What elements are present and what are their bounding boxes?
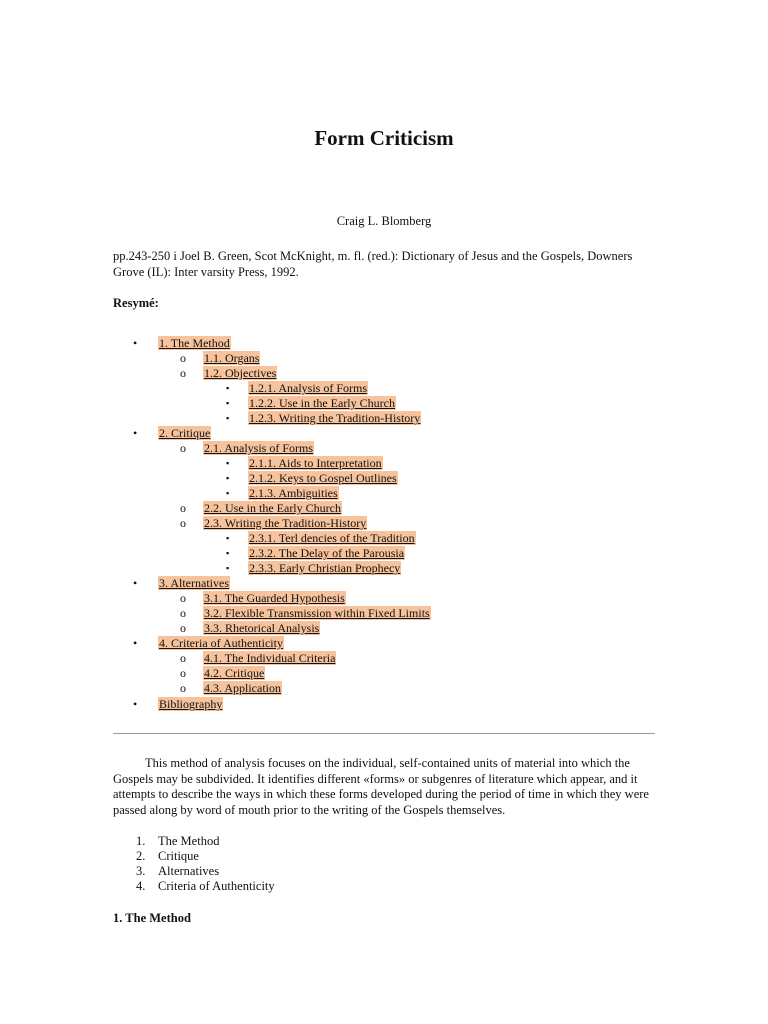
toc-link[interactable]: 1. The Method <box>159 336 230 350</box>
citation: pp.243-250 i Joel B. Green, Scot McKnight, m. fl. (red.): Dictionary of Jesus and the Gospels, Downers Grove (IL): Inter varsity Press, 1992. <box>113 249 633 279</box>
resume-label: Resymé: <box>113 296 159 310</box>
toc-item <box>158 636 284 651</box>
toc-link[interactable]: 2.2. Use in the Early Church <box>204 501 341 515</box>
toc-item <box>203 621 320 636</box>
toc-item <box>203 681 282 696</box>
toc-item <box>203 516 367 531</box>
toc-bullet-level2: o <box>180 621 186 635</box>
toc-item <box>158 426 211 441</box>
toc-item <box>203 501 342 516</box>
toc-bullet-level2: o <box>180 651 186 665</box>
toc-item <box>158 336 231 351</box>
toc-link[interactable]: 2.1.1. Aids to Interpretation <box>249 456 382 470</box>
toc-item <box>248 381 368 396</box>
toc-item <box>248 531 416 546</box>
toc-item <box>248 561 401 576</box>
toc-bullet-level3: ▪ <box>226 563 230 573</box>
toc-bullet-level1: • <box>133 576 138 590</box>
toc-bullet-level2: o <box>180 681 186 695</box>
toc-link[interactable]: 3.1. The Guarded Hypothesis <box>204 591 345 605</box>
numbered-list-marker: 1. <box>136 834 146 848</box>
toc-bullet-level2: o <box>180 441 186 455</box>
toc-link[interactable]: 4.1. The Individual Criteria <box>204 651 336 665</box>
numbered-list-marker: 4. <box>136 879 146 893</box>
toc-item <box>203 591 346 606</box>
toc-item <box>203 606 431 621</box>
toc-link[interactable]: 2.3.1. Terl dencies of the Tradition <box>249 531 415 545</box>
toc-item <box>248 546 405 561</box>
toc-link[interactable]: 3.3. Rhetorical Analysis <box>204 621 320 635</box>
numbered-list-marker: 3. <box>136 864 146 878</box>
toc-link[interactable]: 2.3.2. The Delay of the Parousia <box>249 546 405 560</box>
toc-bullet-level1: • <box>133 426 138 440</box>
toc-bullet-level3: ▪ <box>226 383 230 393</box>
section-heading: 1. The Method <box>113 911 191 925</box>
toc-link[interactable]: 2.1. Analysis of Forms <box>204 441 314 455</box>
toc-bullet-level3: ▪ <box>226 533 230 543</box>
toc-bullet-level3: ▪ <box>226 488 230 498</box>
divider <box>113 733 655 734</box>
toc-bullet-level3: ▪ <box>226 458 230 468</box>
toc-link[interactable]: 1.1. Organs <box>204 351 260 365</box>
toc-link[interactable]: 1.2.3. Writing the Tradition-History <box>249 411 421 425</box>
intro-paragraph: This method of analysis focuses on the individual, self-contained units of material into which the Gospels may be subdivided. It identifies different «forms» or subgenres of literature which appear, and it attempts to describe the ways in which these forms developed during the period of time in which they were passed along by word of mouth prior to the writing of the Gospels themselves. <box>113 756 649 817</box>
toc-bullet-level1: • <box>133 336 138 350</box>
document-title: Form Criticism <box>314 126 454 150</box>
toc-item <box>248 486 339 501</box>
numbered-list-item: Alternatives <box>158 864 220 878</box>
numbered-list-item: The Method <box>158 834 220 848</box>
toc-bullet-level3: ▪ <box>226 473 230 483</box>
toc-item <box>203 441 314 456</box>
numbered-list-item: Critique <box>158 849 199 863</box>
toc-link[interactable]: 2.1.3. Ambiguities <box>249 486 338 500</box>
toc-bullet-level3: ▪ <box>226 413 230 423</box>
toc-bullet-level3: ▪ <box>226 548 230 558</box>
toc-item <box>248 471 398 486</box>
toc-item <box>248 456 383 471</box>
toc-bullet-level2: o <box>180 666 186 680</box>
toc-bullet-level2: o <box>180 516 186 530</box>
toc-bullet-level2: o <box>180 351 186 365</box>
toc-item <box>203 666 265 681</box>
toc-link[interactable]: 3.2. Flexible Transmission within Fixed Limits <box>204 606 430 620</box>
toc-link[interactable]: 4.2. Critique <box>204 666 265 680</box>
toc-link[interactable]: 2.3. Writing the Tradition-History <box>204 516 367 530</box>
toc-item <box>203 651 336 666</box>
toc-link[interactable]: 1.2.1. Analysis of Forms <box>249 381 368 395</box>
toc-link[interactable]: 4.3. Application <box>204 681 281 695</box>
numbered-list-marker: 2. <box>136 849 146 863</box>
toc-item <box>203 366 277 381</box>
toc-link[interactable]: Bibliography <box>159 697 223 711</box>
author-name: Craig L. Blomberg <box>336 214 432 228</box>
toc-link[interactable]: 3. Alternatives <box>159 576 229 590</box>
toc-item <box>248 396 396 411</box>
toc-link[interactable]: 4. Criteria of Authenticity <box>159 636 283 650</box>
toc-link[interactable]: 2.1.2. Keys to Gospel Outlines <box>249 471 397 485</box>
toc-item <box>248 411 421 426</box>
toc-bullet-level2: o <box>180 366 186 380</box>
toc-link[interactable]: 2.3.3. Early Christian Prophecy <box>249 561 401 575</box>
toc-bullet-level2: o <box>180 606 186 620</box>
toc-bullet-level3: ▪ <box>226 398 230 408</box>
toc-link[interactable]: 1.2. Objectives <box>204 366 277 380</box>
toc-link[interactable]: 1.2.2. Use in the Early Church <box>249 396 395 410</box>
toc-item <box>203 351 260 366</box>
toc-bullet-level1: • <box>133 697 138 711</box>
toc-item <box>158 697 223 712</box>
toc-item <box>158 576 230 591</box>
toc-link[interactable]: 2. Critique <box>159 426 211 440</box>
numbered-list-item: Criteria of Authenticity <box>158 879 275 893</box>
toc-bullet-level2: o <box>180 591 186 605</box>
toc-bullet-level1: • <box>133 636 138 650</box>
toc-bullet-level2: o <box>180 501 186 515</box>
